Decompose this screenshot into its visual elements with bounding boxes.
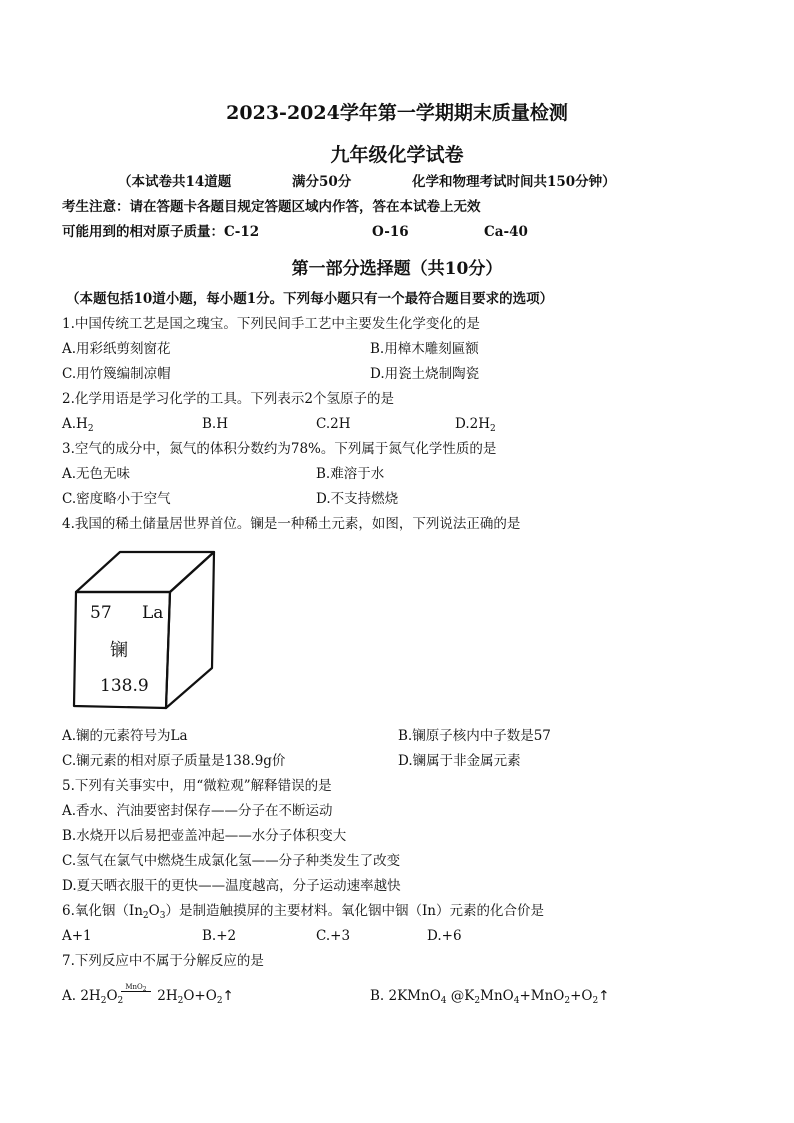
gas-arrow-icon: ↑ — [598, 988, 610, 1004]
element-atomic-mass: 138.9 — [100, 676, 149, 696]
q1-option-b: B.用樟木雕刻匾额 — [370, 341, 479, 357]
q4-option-a: A.镧的元素符号为La — [62, 728, 188, 744]
info-total-score: 满分50分 — [292, 174, 352, 190]
candidate-notice: 考生注意：请在答题卡各题目规定答题区域内作答，答在本试卷上无效 — [62, 199, 481, 215]
q3-option-a: A.无色无味 — [62, 466, 131, 482]
q7-stem: 7.下列反应中不属于分解反应的是 — [62, 953, 264, 969]
q2-option-b: B.H — [202, 416, 228, 432]
q6-stem: 6.氧化铟$(In_2O_3)$是制造触摸屏的主要材料。氧化铟中铟（In）元素的化合价是 — [62, 903, 544, 921]
q3-option-b: B.难溶于水 — [316, 466, 385, 482]
element-atomic-number: 57 — [90, 603, 112, 623]
q2-option-a: $A.H_2$ — [62, 416, 94, 434]
q5-option-d: D.夏天晒衣服干的更快——温度越高，分子运动速率越快 — [62, 878, 401, 894]
q6-option-d: D.+6 — [427, 928, 462, 944]
q2-stem: 2.化学用语是学习化学的工具。下列表示2个氢原子的是 — [62, 391, 394, 407]
q3-option-c: C.密度略小于空气 — [62, 491, 171, 507]
q2-option-c: C.2H — [316, 416, 351, 432]
q3-option-d: D.不支持燃烧 — [316, 491, 399, 507]
q1-stem: 1.中国传统工艺是国之瑰宝。下列民间手工艺中主要发生化学变化的是 — [62, 316, 480, 332]
q4-option-d: D.镧属于非金属元素 — [398, 753, 521, 769]
q4-stem: 4.我国的稀土储量居世界首位。镧是一种稀土元素，如图，下列说法正确的是 — [62, 516, 521, 532]
q1-option-c: C.用竹篾编制凉帽 — [62, 366, 171, 382]
q5-option-b: B.水烧开以后易把壶盖冲起——水分子体积变大 — [62, 828, 347, 844]
q1-option-a: A.用彩纸剪刻窗花 — [62, 341, 171, 357]
info-question-count: （本试卷共14道题 — [118, 174, 232, 190]
q5-option-a: A.香水、汽油要密封保存——分子在不断运动 — [62, 803, 333, 819]
q6-option-a: A+1 — [62, 928, 92, 944]
q7-catalyst-label: MnO$_2$ — [121, 983, 151, 992]
q2-option-d: $D.2H_2$ — [455, 416, 496, 434]
q3-stem: 3.空气的成分中，氮气的体积分数约为78%。下列属于氮气化学性质的是 — [62, 441, 497, 457]
q6-option-c: C.+3 — [316, 928, 351, 944]
q4-option-c: C.镧元素的相对原子质量是138.9g价 — [62, 753, 286, 769]
q7-option-b: B. 2KMnO$_4$ $@K_2MnO_4+MnO_2+O_2↑$ — [370, 988, 610, 1006]
element-name: 镧 — [110, 640, 128, 661]
exam-subtitle: 九年级化学试卷 — [330, 144, 464, 166]
gas-arrow-icon: ↑ — [222, 988, 234, 1004]
q7-option-a: A. $2H_2O_2$ $2H_2O+O_2↑$ — [62, 988, 234, 1006]
atomic-mass-o: O-16 — [372, 224, 409, 240]
info-exam-time: 化学和物理考试时间共150分钟） — [412, 174, 616, 190]
q5-option-c: C.氢气在氯气中燃烧生成氯化氢——分子种类发生了改变 — [62, 853, 401, 869]
q6-option-b: B.+2 — [202, 928, 237, 944]
part1-title: 第一部分选择题（共10分） — [291, 259, 503, 279]
exam-title: 2023-2024学年第一学期期末质量检测 — [226, 102, 568, 124]
element-symbol: La — [142, 603, 164, 623]
q4-option-b: B.镧原子核内中子数是57 — [398, 728, 551, 744]
q1-option-d: D.用瓷土烧制陶瓷 — [370, 366, 480, 382]
q5-stem: 5.下列有关事实中，用“微粒观”解释错误的是 — [62, 778, 332, 794]
atomic-mass-c: 可能用到的相对原子质量：C-12 — [62, 224, 260, 240]
atomic-mass-ca: Ca-40 — [484, 224, 528, 240]
element-cell-figure — [62, 548, 222, 713]
part1-instruction: （本题包括10道小题，每小题1分。下列每小题只有一个最符合题目要求的选项） — [66, 291, 554, 307]
